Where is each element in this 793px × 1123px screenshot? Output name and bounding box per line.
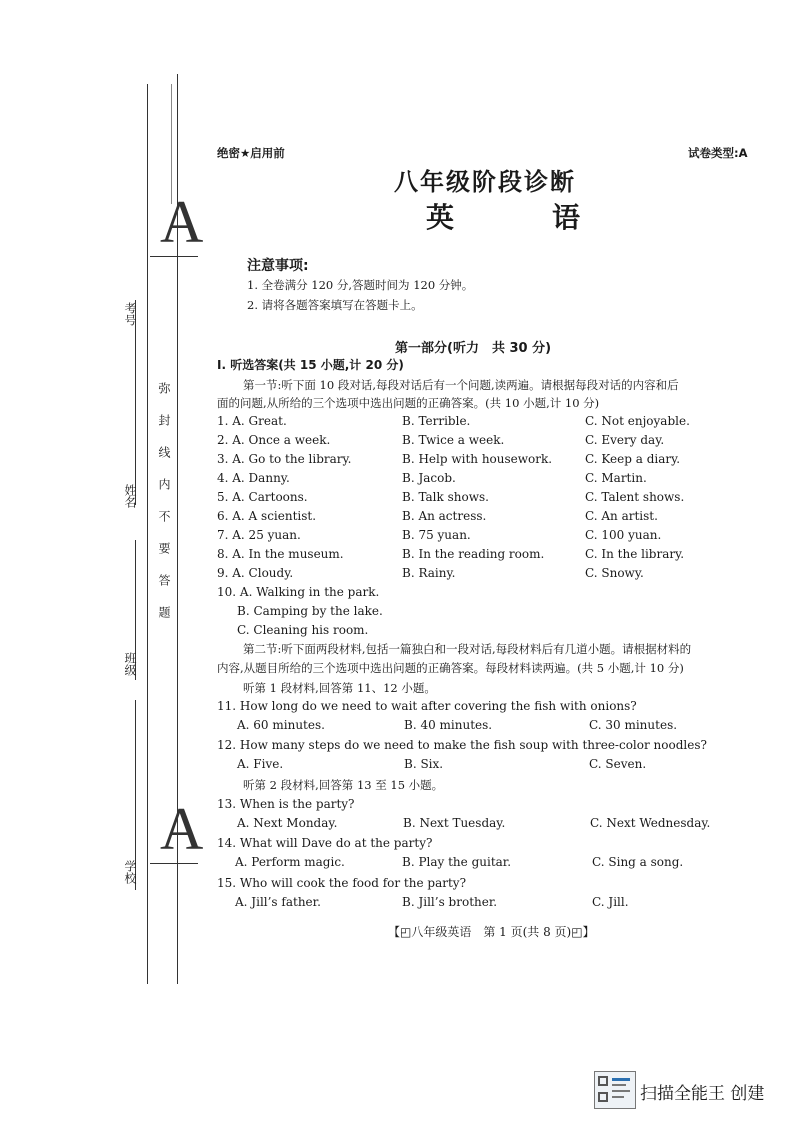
q5-option-a: 5. A. Cartoons. <box>217 490 308 504</box>
q10-option-b: B. Camping by the lake. <box>237 604 383 618</box>
notice-item-1: 1. 全卷满分 120 分,答题时间为 120 分钟。 <box>247 278 474 292</box>
school-label: 学校 <box>123 860 137 884</box>
listen-material-2: 听第 2 段材料,回答第 13 至 15 小题。 <box>243 778 444 792</box>
q5-option-b: B. Talk shows. <box>402 490 489 504</box>
q9-option-a: 9. A. Cloudy. <box>217 566 294 580</box>
q13-option-c: C. Next Wednesday. <box>590 816 711 830</box>
q11-option-c: C. 30 minutes. <box>589 718 678 732</box>
binding-line-middle <box>171 84 172 204</box>
q4-option-b: B. Jacob. <box>402 471 456 485</box>
q2-option-b: B. Twice a week. <box>402 433 505 447</box>
class-label: 班级 <box>123 652 137 676</box>
q12-stem: 12. How many steps do we need to make the fish soup with three-color noodles? <box>217 738 707 752</box>
q11-option-a: A. 60 minutes. <box>237 718 325 732</box>
exam-type-label: 试卷类型:A <box>688 146 748 160</box>
q8-option-a: 8. A. In the museum. <box>217 547 344 561</box>
q7-option-c: C. 100 yuan. <box>585 528 662 542</box>
q7-option-a: 7. A. 25 yuan. <box>217 528 301 542</box>
q12-option-b: B. Six. <box>404 757 444 771</box>
part1-heading: 第一部分(听力 共 30 分) <box>395 341 552 356</box>
confidential-label: 绝密★启用前 <box>217 146 285 160</box>
q1-option-b: B. Terrible. <box>402 414 471 428</box>
q11-stem: 11. How long do we need to wait after covering the fish with onions? <box>217 699 637 713</box>
subject-title: 英 语 <box>426 201 595 234</box>
q14-stem: 14. What will Dave do at the party? <box>217 836 433 850</box>
q15-option-b: B. Jill’s brother. <box>402 895 498 909</box>
q14-option-a: A. Perform magic. <box>235 855 345 869</box>
page-footer: 【◰八年级英语 第 1 页(共 8 页)◰】 <box>388 925 595 939</box>
scanner-watermark-text: 扫描全能王 创建 <box>640 1084 765 1104</box>
q12-option-c: C. Seven. <box>589 757 647 771</box>
page-title: 八年级阶段诊断 <box>394 167 576 196</box>
q4-option-c: C. Martin. <box>585 471 647 485</box>
q4-option-a: 4. A. Danny. <box>217 471 290 485</box>
q6-option-b: B. An actress. <box>402 509 487 523</box>
notice-item-2: 2. 请将各题答案填写在答题卡上。 <box>247 298 423 312</box>
section-2-instruction-2: 内容,从题目所给的三个选项中选出问题的正确答案。每段材料读两遍。(共 5 小题,计 10 分) <box>217 661 684 675</box>
q9-option-c: C. Snowy. <box>585 566 644 580</box>
exam-no-label: 考号 <box>123 302 137 326</box>
q5-option-c: C. Talent shows. <box>585 490 685 504</box>
notice-heading: 注意事项: <box>247 258 309 274</box>
q3-option-c: C. Keep a diary. <box>585 452 681 466</box>
q10-option-a: 10. A. Walking in the park. <box>217 585 380 599</box>
q3-option-a: 3. A. Go to the library. <box>217 452 352 466</box>
scanner-logo-icon <box>594 1071 636 1109</box>
q3-option-b: B. Help with housework. <box>402 452 553 466</box>
q15-stem: 15. Who will cook the food for the party? <box>217 876 466 890</box>
q2-option-a: 2. A. Once a week. <box>217 433 331 447</box>
q1-option-c: C. Not enjoyable. <box>585 414 690 428</box>
q8-option-b: B. In the reading room. <box>402 547 545 561</box>
q1-option-a: 1. A. Great. <box>217 414 287 428</box>
q11-option-b: B. 40 minutes. <box>404 718 493 732</box>
q14-option-c: C. Sing a song. <box>592 855 684 869</box>
q9-option-b: B. Rainy. <box>402 566 456 580</box>
q12-option-a: A. Five. <box>237 757 284 771</box>
type-letter-bottom-rule <box>150 863 198 864</box>
q13-stem: 13. When is the party? <box>217 797 355 811</box>
q13-option-b: B. Next Tuesday. <box>403 816 506 830</box>
section-2-instruction-1: 第二节:听下面两段材料,包括一篇独白和一段对话,每段材料后有几道小题。请根据材料的 <box>243 642 692 656</box>
q14-option-b: B. Play the guitar. <box>402 855 512 869</box>
name-label: 姓名 <box>123 484 137 508</box>
binding-warning: 弥封线内不要答题 <box>157 382 171 638</box>
q8-option-c: C. In the library. <box>585 547 685 561</box>
listen-material-1: 听第 1 段材料,回答第 11、12 小题。 <box>243 681 436 695</box>
q6-option-c: C. An artist. <box>585 509 658 523</box>
q15-option-c: C. Jill. <box>592 895 629 909</box>
section-1-instruction-2: 面的问题,从所给的三个选项中选出问题的正确答案。(共 10 小题,计 10 分) <box>217 396 600 410</box>
q10-option-c: C. Cleaning his room. <box>237 623 369 637</box>
type-letter-top-rule <box>150 256 198 257</box>
q15-option-a: A. Jill’s father. <box>235 895 321 909</box>
type-letter-bottom: A <box>160 796 204 862</box>
section-1-heading: Ⅰ. 听选答案(共 15 小题,计 20 分) <box>217 358 404 372</box>
section-1-instruction-1: 第一节:听下面 10 段对话,每段对话后有一个问题,读两遍。请根据每段对话的内容和后 <box>243 378 679 392</box>
q6-option-a: 6. A. A scientist. <box>217 509 317 523</box>
binding-line-outer <box>147 84 148 984</box>
q13-option-a: A. Next Monday. <box>237 816 338 830</box>
q7-option-b: B. 75 yuan. <box>402 528 471 542</box>
q2-option-c: C. Every day. <box>585 433 665 447</box>
type-letter-top: A <box>160 189 204 255</box>
